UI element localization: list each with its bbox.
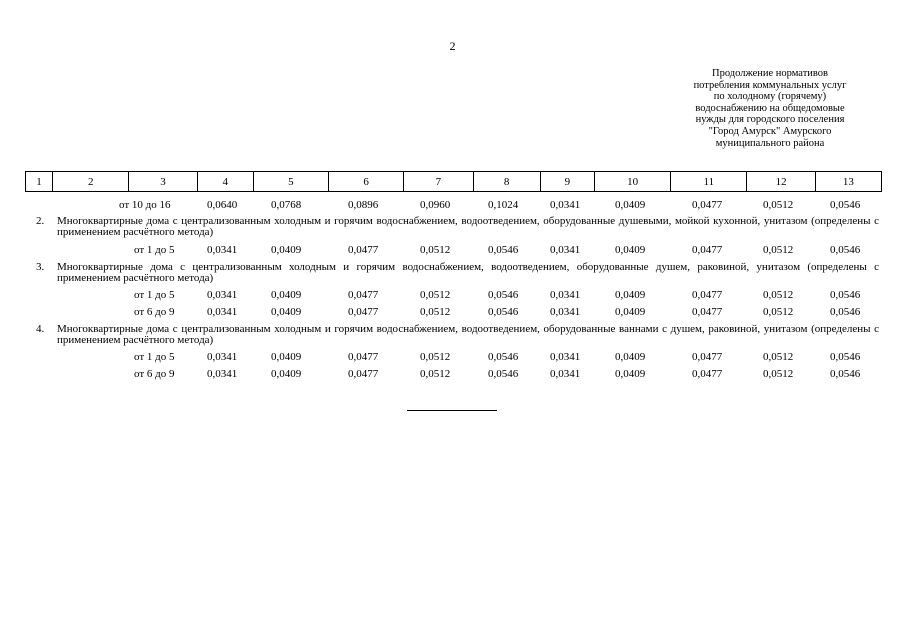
header-cell: 11 [671, 172, 747, 192]
header-cell: 4 [197, 172, 253, 192]
value-cell: 0,0546 [488, 306, 519, 318]
value-cell: 0,0546 [488, 351, 519, 363]
caption-line: по холодному (горячему) [713, 91, 827, 103]
column-number-header [25, 171, 882, 192]
value-cell: 0,0477 [692, 289, 723, 301]
value-cell: 0,0546 [488, 289, 519, 301]
header-cell: 13 [815, 172, 881, 192]
value-cell: 0,0409 [615, 368, 646, 380]
floors-range: от 1 до 5 [134, 244, 175, 256]
value-cell: 0,0512 [420, 351, 451, 363]
header-cell: 7 [404, 172, 473, 192]
value-cell: 0,0512 [763, 199, 794, 211]
section-description: Многоквартирные дома с централизованным холодным и горячим водоснабжением, водоотведением, оборудованные душевыми, мойкой кухонной, унитазом (определены с применением расчётного метода) [57, 215, 879, 238]
value-cell: 0,0546 [488, 244, 519, 256]
table-row [0, 349, 905, 365]
value-cell: 0,0409 [615, 244, 646, 256]
value-cell: 0,0512 [420, 306, 451, 318]
table-row [0, 197, 905, 213]
floors-range: от 1 до 5 [134, 289, 175, 301]
value-cell: 0,0512 [763, 306, 794, 318]
value-cell: 0,0960 [420, 199, 451, 211]
value-cell: 0,0512 [763, 368, 794, 380]
value-cell: 0,0341 [207, 368, 238, 380]
table-caption [650, 68, 890, 149]
value-cell: 0,0546 [830, 244, 861, 256]
value-cell: 0,0477 [348, 289, 379, 301]
value-cell: 0,0409 [271, 306, 302, 318]
value-cell: 0,0512 [763, 244, 794, 256]
value-cell: 0,0477 [692, 199, 723, 211]
value-cell: 0,0409 [615, 289, 646, 301]
value-cell: 0,0341 [550, 306, 581, 318]
header-cell: 5 [253, 172, 328, 192]
section-description: Многоквартирные дома с централизованным холодным и горячим водоснабжением, водоотведением, оборудованные ваннами с душем, раковиной, унитазом (определены с применением расчётного метода) [57, 323, 879, 346]
value-cell: 0,0512 [763, 351, 794, 363]
value-cell: 0,0512 [420, 244, 451, 256]
value-cell: 0,0341 [550, 351, 581, 363]
end-divider [407, 410, 497, 411]
table-row [0, 304, 905, 320]
value-cell: 0,0477 [692, 368, 723, 380]
section-number: 2. [36, 215, 45, 227]
value-cell: 0,0341 [550, 289, 581, 301]
value-cell: 0,0409 [271, 351, 302, 363]
value-cell: 0,0409 [271, 244, 302, 256]
table-row [0, 287, 905, 303]
value-cell: 0,0896 [348, 199, 379, 211]
section-number: 4. [36, 323, 45, 335]
value-cell: 0,0546 [830, 199, 861, 211]
header-cell: 10 [594, 172, 670, 192]
value-cell: 0,0341 [550, 199, 581, 211]
caption-line: нужды для городского поселения [695, 114, 845, 126]
value-cell: 0,0341 [550, 244, 581, 256]
caption-line: муниципального района [715, 137, 825, 149]
value-cell: 0,0477 [348, 244, 379, 256]
value-cell: 0,0477 [692, 351, 723, 363]
value-cell: 0,0546 [830, 351, 861, 363]
value-cell: 0,0477 [348, 368, 379, 380]
value-cell: 0,0768 [271, 199, 302, 211]
caption-line: водоснабжению на общедомовые [695, 102, 845, 114]
header-row [26, 172, 882, 192]
header-cell: 3 [129, 172, 197, 192]
value-cell: 0,0546 [830, 289, 861, 301]
floors-range: от 1 до 5 [134, 351, 175, 363]
value-cell: 0,0409 [271, 289, 302, 301]
value-cell: 0,0341 [207, 244, 238, 256]
floors-range: от 6 до 9 [134, 306, 175, 318]
page-number: 2 [449, 39, 456, 53]
caption-line: потребления коммунальных услуг [693, 79, 847, 91]
section-description: Многоквартирные дома с централизованным холодным и горячим водоснабжением, водоотведением, оборудованные душем, раковиной, унитазом (определены с применением расчётного метода) [57, 261, 879, 284]
value-cell: 0,0341 [550, 368, 581, 380]
value-cell: 0,0409 [615, 199, 646, 211]
section-number: 3. [36, 261, 45, 273]
caption-line: Продолжение нормативов [712, 68, 828, 79]
value-cell: 0,0546 [830, 368, 861, 380]
table-row [0, 366, 905, 382]
value-cell: 0,0341 [207, 351, 238, 363]
header-cell: 8 [473, 172, 540, 192]
value-cell: 0,0512 [420, 368, 451, 380]
header-cell: 1 [26, 172, 53, 192]
value-cell: 0,0477 [692, 244, 723, 256]
header-cell: 2 [53, 172, 129, 192]
value-cell: 0,0409 [271, 368, 302, 380]
value-cell: 0,1024 [488, 199, 519, 211]
caption-line: "Город Амурск" Амурского [708, 125, 832, 137]
value-cell: 0,0477 [348, 306, 379, 318]
floors-range: от 10 до 16 [119, 199, 171, 211]
value-cell: 0,0341 [207, 289, 238, 301]
value-cell: 0,0477 [692, 306, 723, 318]
value-cell: 0,0640 [207, 199, 238, 211]
floors-range: от 6 до 9 [134, 368, 175, 380]
value-cell: 0,0512 [420, 289, 451, 301]
header-cell: 6 [329, 172, 404, 192]
value-cell: 0,0341 [207, 306, 238, 318]
value-cell: 0,0477 [348, 351, 379, 363]
value-cell: 0,0512 [763, 289, 794, 301]
value-cell: 0,0546 [488, 368, 519, 380]
value-cell: 0,0409 [615, 306, 646, 318]
value-cell: 0,0409 [615, 351, 646, 363]
header-cell: 9 [540, 172, 594, 192]
header-cell: 12 [747, 172, 815, 192]
table-row [0, 242, 905, 258]
value-cell: 0,0546 [830, 306, 861, 318]
